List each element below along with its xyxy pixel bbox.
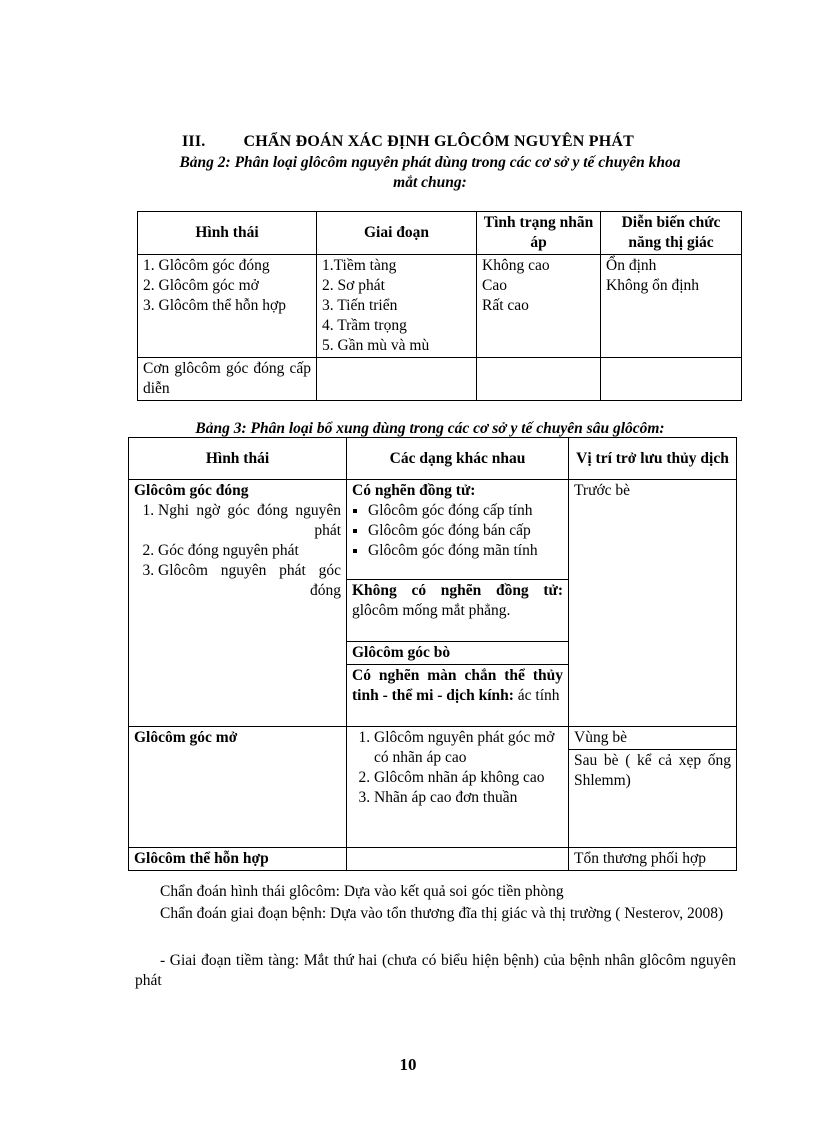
list-item: ▪ Glôcôm góc đóng bán cấp: [368, 521, 563, 541]
page-number: 10: [399, 1055, 417, 1074]
list-item: 1. Glôcôm góc đóng: [143, 257, 270, 274]
group-title: Glôcôm thể hỗn hợp: [129, 848, 347, 871]
table3: [128, 437, 737, 871]
list-item: 2. Sơ phát: [322, 277, 385, 294]
group-title: Glôcôm góc đóng: [134, 482, 249, 499]
table2-caption: [120, 153, 740, 193]
list-item: 2. Glôcôm góc mở: [143, 277, 259, 294]
list-item: ▪ Glôcôm góc đóng cấp tính: [368, 501, 563, 521]
section-number: III.: [182, 133, 206, 150]
paragraph: - Giai đoạn tiềm tàng: Mắt thứ hai (chưa có biểu hiện bệnh) của bệnh nhân glôcôm nguyên phát: [135, 952, 736, 989]
table3-cell-form: [347, 727, 569, 848]
paragraph: Chẩn đoán giai đoạn bệnh: Dựa vào tổn thương đĩa thị giác và thị trường ( Nesterov, 2008): [160, 905, 724, 922]
table3-cell-vi-tri: Vùng bè: [569, 727, 737, 750]
section-title: CHẨN ĐOÁN XÁC ĐỊNH GLÔCÔM NGUYÊN PHÁT: [243, 133, 634, 150]
table3-caption: Bảng 3: Phân loại bổ xung dùng trong các cơ sở y tế chuyên sâu glôcôm:: [195, 420, 665, 437]
table3-header-row: [129, 438, 737, 480]
form-title: Có nghẽn màn chắn thể thủy tinh - thể mi - dịch kính:: [352, 667, 563, 704]
table2-header-giai-doan: Giai đoạn: [317, 212, 477, 255]
table2-header-nhan-ap: Tình trạng nhãn áp: [477, 212, 601, 255]
list-item: 4. Trầm trọng: [322, 317, 407, 334]
list-item: 3. Tiến triển: [322, 297, 398, 314]
list-item: 2. Góc đóng nguyên phát: [158, 541, 341, 561]
table3-header-vi-tri: Vị trí trở lưu thủy dịch: [569, 438, 737, 480]
table2-cell-dien-bien: [601, 255, 742, 358]
list-item: 3. Glôcôm thể hỗn hợp: [143, 297, 286, 314]
table2-cell-nhan-ap: [477, 255, 601, 358]
table3-cell-vi-tri: Trước bè: [569, 480, 737, 727]
list-item: ▪ Glôcôm góc đóng mãn tính: [368, 541, 563, 561]
section-heading: [0, 133, 816, 151]
table2-cell-empty: [317, 358, 477, 401]
form-title: Không có nghẽn đồng tử:: [352, 582, 563, 599]
table-row: [129, 480, 737, 580]
table3-cell-vi-tri: Sau bè ( kể cả xẹp ống Shlemm): [569, 750, 737, 848]
table3-cell-hinh-thai: [129, 480, 347, 727]
table-row: [129, 848, 737, 871]
list-item: 1. Nghi ngờ góc đóng nguyên phát: [158, 501, 341, 541]
form-text: glôcôm mống mắt phẳng.: [352, 602, 511, 619]
table3-header-cac-dang: Các dạng khác nhau: [347, 438, 569, 480]
list-item: Không cao: [482, 257, 550, 274]
table3-header-hinh-thai: Hình thái: [129, 438, 347, 480]
table2-caption-line2: mắt chung:: [393, 174, 467, 191]
list-item: Cao: [482, 277, 507, 294]
form-title: Có nghẽn đồng tử:: [352, 482, 476, 499]
table2-cell-empty: [477, 358, 601, 401]
list-item: Ổn định: [606, 257, 657, 274]
table2-header-dien-bien: Diễn biến chức năng thị giác: [601, 212, 742, 255]
table3-cell-vi-tri: Tổn thương phối hợp: [569, 848, 737, 871]
table-row: [138, 255, 742, 358]
table2-header-row: [138, 212, 742, 255]
table2: [137, 211, 742, 401]
list-item: 5. Gần mù và mù: [322, 337, 430, 354]
table3-cell-form: [347, 665, 569, 727]
form-title: Glôcôm góc bò: [347, 642, 569, 665]
table2-cell-empty: [601, 358, 742, 401]
table2-header-hinh-thai: Hình thái: [138, 212, 317, 255]
list-item: 1.Tiềm tàng: [322, 257, 397, 274]
table2-caption-line1: Bảng 2: Phân loại glôcôm nguyên phát dùng trong các cơ sở y tế chuyên khoa: [179, 154, 681, 171]
list-item: 1. Glôcôm nguyên phát góc mở có nhãn áp cao: [374, 728, 563, 768]
table-row: [129, 727, 737, 750]
table2-cell-hinh-thai: Cơn glôcôm góc đóng cấp diễn: [138, 358, 317, 401]
table-row: [138, 358, 742, 401]
table2-cell-hinh-thai: [138, 255, 317, 358]
list-item: Không ổn định: [606, 277, 699, 294]
group-title: Glôcôm góc mở: [129, 727, 347, 848]
list-item: 3. Glôcôm nguyên phát góc đóng: [158, 561, 341, 601]
list-item: Rất cao: [482, 297, 529, 314]
table3-cell-empty: [347, 848, 569, 871]
list-item: 2. Glôcôm nhãn áp không cao: [374, 768, 563, 788]
table3-cell-form: [347, 480, 569, 580]
form-text: ác tính: [517, 687, 560, 704]
table3-cell-form: [347, 580, 569, 642]
paragraph: Chẩn đoán hình thái glôcôm: Dựa vào kết quả soi góc tiền phòng: [160, 883, 564, 900]
table2-cell-giai-doan: [317, 255, 477, 358]
list-item: 3. Nhãn áp cao đơn thuần: [374, 788, 563, 808]
